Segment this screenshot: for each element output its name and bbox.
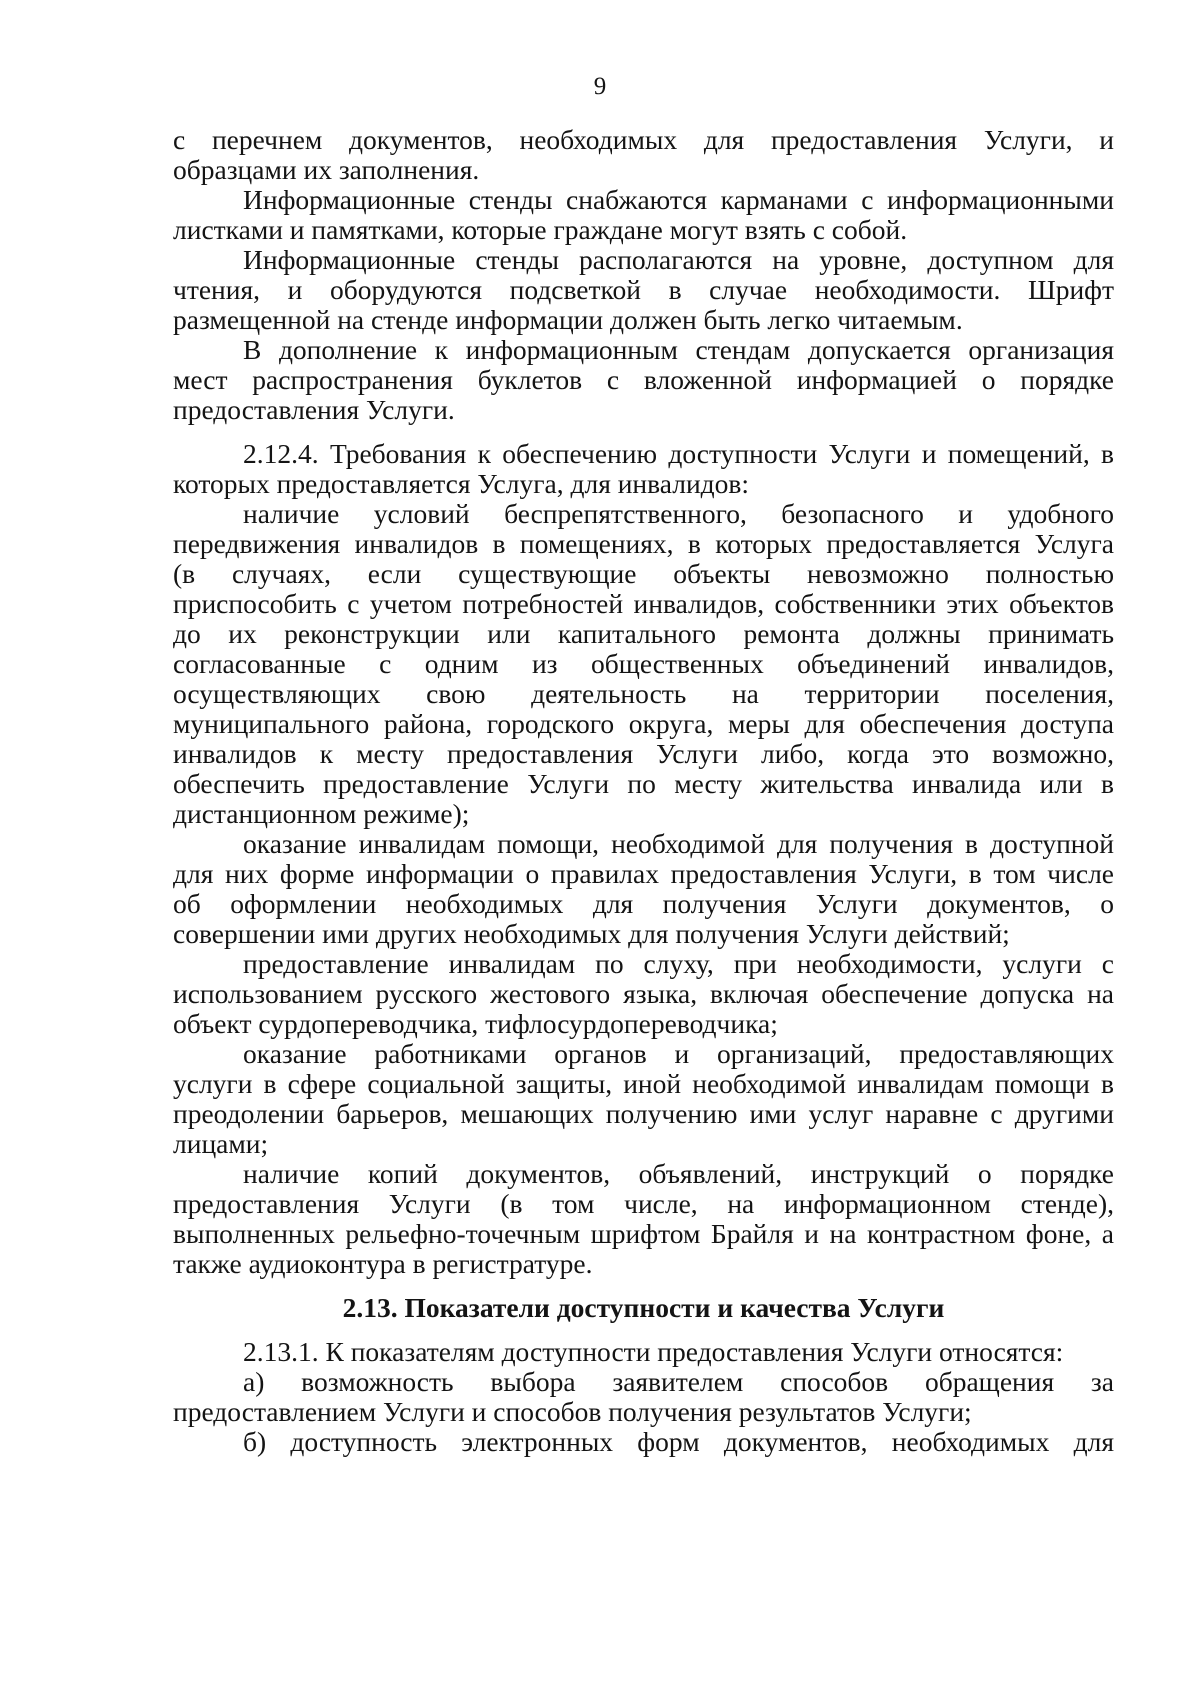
text-line: предоставление инвалидам по слуху, при необходимости, услуги с <box>243 948 1114 979</box>
text-line: выполненных рельефно-точечным шрифтом Брайля и на контрастном фоне, а <box>173 1218 1114 1249</box>
text-line: листками и памятками, которые граждане могут взять с собой. <box>173 214 908 245</box>
text-line: образцами их заполнения. <box>173 154 480 185</box>
text-line: совершении ими других необходимых для получения Услуги действий; <box>173 918 1010 949</box>
text-line: а) возможность выбора заявителем способов обращения за <box>243 1366 1114 1397</box>
text-line: мест распространения буклетов с вложенной информацией о порядке <box>173 364 1114 395</box>
text-line: до их реконструкции или капитального ремонта должны принимать <box>173 618 1114 649</box>
text-line: лицами; <box>173 1128 269 1159</box>
text-line: передвижения инвалидов в помещениях, в которых предоставляется Услуга <box>173 528 1114 559</box>
page-number: 9 <box>593 73 607 100</box>
text-line: оказание инвалидам помощи, необходимой для получения в доступной <box>243 828 1114 859</box>
text-line: обеспечить предоставление Услуги по месту жительства инвалида или в <box>173 768 1114 799</box>
text-line: предоставления Услуги. <box>173 394 455 425</box>
text-line: б) доступность электронных форм документов, необходимых для <box>243 1426 1114 1457</box>
text-line: для них форме информации о правилах предоставления Услуги, в том числе <box>173 858 1114 889</box>
text-line: оказание работниками органов и организаций, предоставляющих <box>243 1038 1114 1069</box>
text-line: также аудиоконтура в регистратуре. <box>173 1248 593 1279</box>
text-line: дистанционном режиме); <box>173 798 470 829</box>
text-line: использованием русского жестового языка, включая обеспечение допуска на <box>173 978 1114 1009</box>
text-line: осуществляющих свою деятельность на территории поселения, <box>173 678 1114 709</box>
section-heading: 2.13. Показатели доступности и качества Услуги <box>342 1292 945 1323</box>
text-line: наличие условий беспрепятственного, безопасного и удобного <box>243 498 1114 529</box>
text-line: наличие копий документов, объявлений, инструкций о порядке <box>243 1158 1114 1189</box>
text-line: согласованные с одним из общественных объединений инвалидов, <box>173 648 1114 679</box>
text-line: услуги в сфере социальной защиты, иной необходимой инвалидам помощи в <box>173 1068 1114 1099</box>
text-line: размещенной на стенде информации должен быть легко читаемым. <box>173 304 963 335</box>
text-line: Информационные стенды располагаются на уровне, доступном для <box>243 244 1114 275</box>
text-line: инвалидов к месту предоставления Услуги либо, когда это возможно, <box>173 738 1114 769</box>
text-line: которых предоставляется Услуга, для инвалидов: <box>173 468 750 499</box>
text-line: предоставления Услуги (в том числе, на информационном стенде), <box>173 1188 1114 1219</box>
text-line: с перечнем документов, необходимых для предоставления Услуги, и <box>173 124 1114 155</box>
text-line: 2.12.4. Требования к обеспечению доступности Услуги и помещений, в <box>243 438 1114 469</box>
text-line: Информационные стенды снабжаются карманами с информационными <box>243 184 1114 215</box>
text-line: преодолении барьеров, мешающих получению ими услуг наравне с другими <box>173 1098 1114 1129</box>
text-line: муниципального района, городского округа, меры для обеспечения доступа <box>173 708 1114 739</box>
text-line: В дополнение к информационным стендам допускается организация <box>243 334 1114 365</box>
text-line: (в случаях, если существующие объекты невозможно полностью <box>173 558 1114 589</box>
text-line: чтения, и оборудуются подсветкой в случае необходимости. Шрифт <box>173 274 1114 305</box>
text-line: об оформлении необходимых для получения Услуги документов, о <box>173 888 1114 919</box>
text-line: объект сурдопереводчика, тифлосурдопереводчика; <box>173 1008 778 1039</box>
text-line: приспособить с учетом потребностей инвалидов, собственники этих объектов <box>173 588 1114 619</box>
text-line: 2.13.1. К показателям доступности предоставления Услуги относятся: <box>243 1336 1064 1367</box>
text-line: предоставлением Услуги и способов получения результатов Услуги; <box>173 1396 972 1427</box>
